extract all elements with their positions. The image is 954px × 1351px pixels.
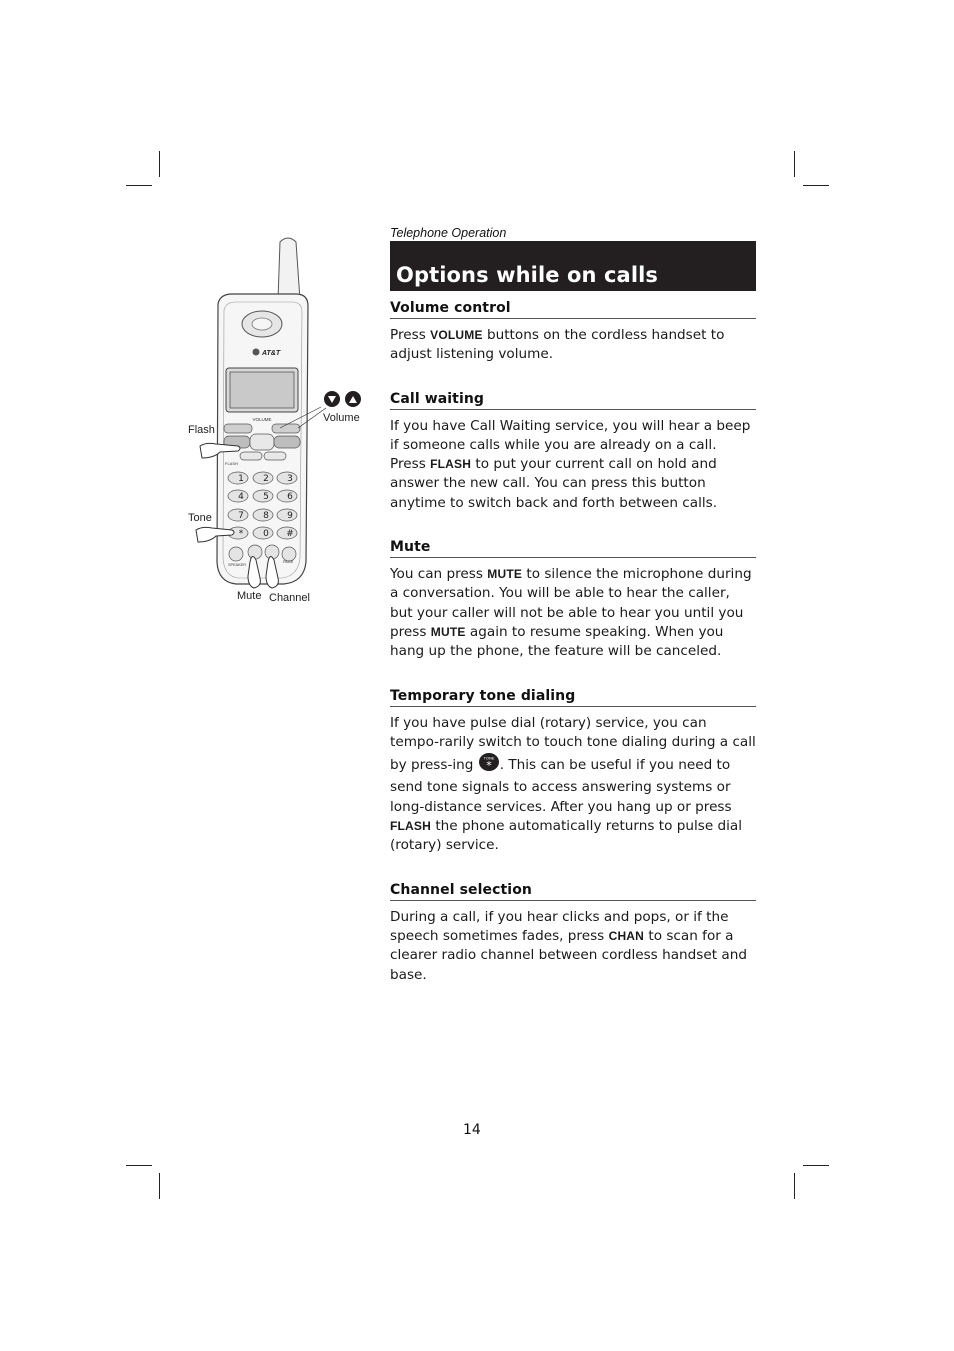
tone-section xyxy=(390,688,756,856)
svg-text:7: 7 xyxy=(238,511,244,521)
text-run: During a call, if you hear clicks and pops, or if the speech sometimes fades, press xyxy=(390,908,729,944)
text-run: to silence the microphone during a conversation. You will be able to hear the caller, but your caller will not be able to hear you until you press xyxy=(390,566,752,640)
svg-text:2: 2 xyxy=(263,474,269,484)
svg-text:4: 4 xyxy=(238,492,244,502)
channel-section xyxy=(390,882,756,985)
call-waiting-text xyxy=(390,417,756,513)
text-run: the phone automatically returns to pulse dial (rotary) service. xyxy=(390,818,743,854)
section-label: Telephone Operation xyxy=(390,226,507,240)
chan-keyword: CHAN xyxy=(608,928,645,943)
svg-text:9: 9 xyxy=(287,511,293,521)
text-run: If you have pulse dial (rotary) service, you can tempo-rarily switch to touch tone dialing during a call by press-ing xyxy=(390,714,756,774)
crop-mark xyxy=(159,1173,160,1199)
handset-figure xyxy=(180,232,380,612)
crop-mark xyxy=(126,185,152,186)
text-run: again to resume speaking. When you hang up the phone, the feature will be canceled. xyxy=(390,623,724,660)
flash-callout: Flash xyxy=(188,424,215,436)
svg-text:6: 6 xyxy=(287,492,293,502)
text-run: to put your current call on hold and answer the new call. You can press this button anytime to switch back and forth between calls. xyxy=(390,456,718,511)
phone-volume-text: VOLUME xyxy=(252,417,272,422)
volume-text xyxy=(390,326,756,365)
svg-text:5: 5 xyxy=(263,492,269,502)
text-run: . This can be useful if you need to send tone signals to access answering systems or long-distance services. After you hang up or press xyxy=(390,757,732,815)
crop-mark xyxy=(803,185,829,186)
svg-text:*: * xyxy=(238,529,244,539)
tone-key-icon xyxy=(478,752,500,778)
text-run: If you have Call Waiting service, you will hear a beep if someone calls while you are already on a call. Press xyxy=(390,417,751,473)
crop-mark xyxy=(794,151,795,177)
phone-page-text: PAGE xyxy=(283,560,294,564)
volume-callout: Volume xyxy=(323,412,360,424)
channel-heading: Channel selection xyxy=(390,882,756,901)
svg-text:#: # xyxy=(286,529,294,539)
call-waiting-section xyxy=(390,391,756,513)
crop-mark xyxy=(159,151,160,177)
tone-text xyxy=(390,714,756,856)
svg-text:8: 8 xyxy=(263,511,269,521)
page-title: Options while on calls xyxy=(396,263,659,287)
brand-label: AT&T xyxy=(262,350,281,357)
text-run: You can press xyxy=(390,566,488,583)
tone-callout: Tone xyxy=(188,512,212,524)
volume-heading: Volume control xyxy=(390,300,756,319)
flash-keyword: FLASH xyxy=(430,457,472,472)
mute-text xyxy=(390,565,756,661)
volume-section xyxy=(390,300,756,365)
tone-heading: Temporary tone dialing xyxy=(390,688,756,707)
svg-text:TONE: TONE xyxy=(483,755,495,761)
channel-callout: Channel xyxy=(269,592,310,604)
flash-keyword: FLASH xyxy=(390,819,431,834)
svg-text:1: 1 xyxy=(238,474,244,484)
page-number: 14 xyxy=(463,1122,481,1138)
text-run: to scan for a clearer radio channel between cordless handset and base. xyxy=(390,927,747,983)
svg-text:0: 0 xyxy=(263,529,269,539)
volume-keyword: VOLUME xyxy=(430,328,483,342)
svg-text:*: * xyxy=(485,759,492,773)
crop-mark xyxy=(126,1165,152,1166)
channel-text xyxy=(390,908,756,985)
svg-text:3: 3 xyxy=(287,474,293,484)
mute-section xyxy=(390,539,756,661)
mute-callout: Mute xyxy=(237,590,262,602)
mute-heading: Mute xyxy=(390,539,756,558)
crop-mark xyxy=(803,1165,829,1166)
mute-keyword: MUTE xyxy=(487,567,523,582)
phone-flash-text: FLASH xyxy=(225,461,238,466)
text-run: buttons on the cordless handset to adjust listening volume. xyxy=(390,327,725,363)
text-run: Press xyxy=(390,327,431,343)
title-bar xyxy=(390,241,756,291)
call-waiting-heading: Call waiting xyxy=(390,391,756,410)
phone-speaker-text: SPEAKER xyxy=(228,563,246,567)
mute-keyword: MUTE xyxy=(430,624,466,639)
main-content xyxy=(390,300,756,985)
crop-mark xyxy=(794,1173,795,1199)
